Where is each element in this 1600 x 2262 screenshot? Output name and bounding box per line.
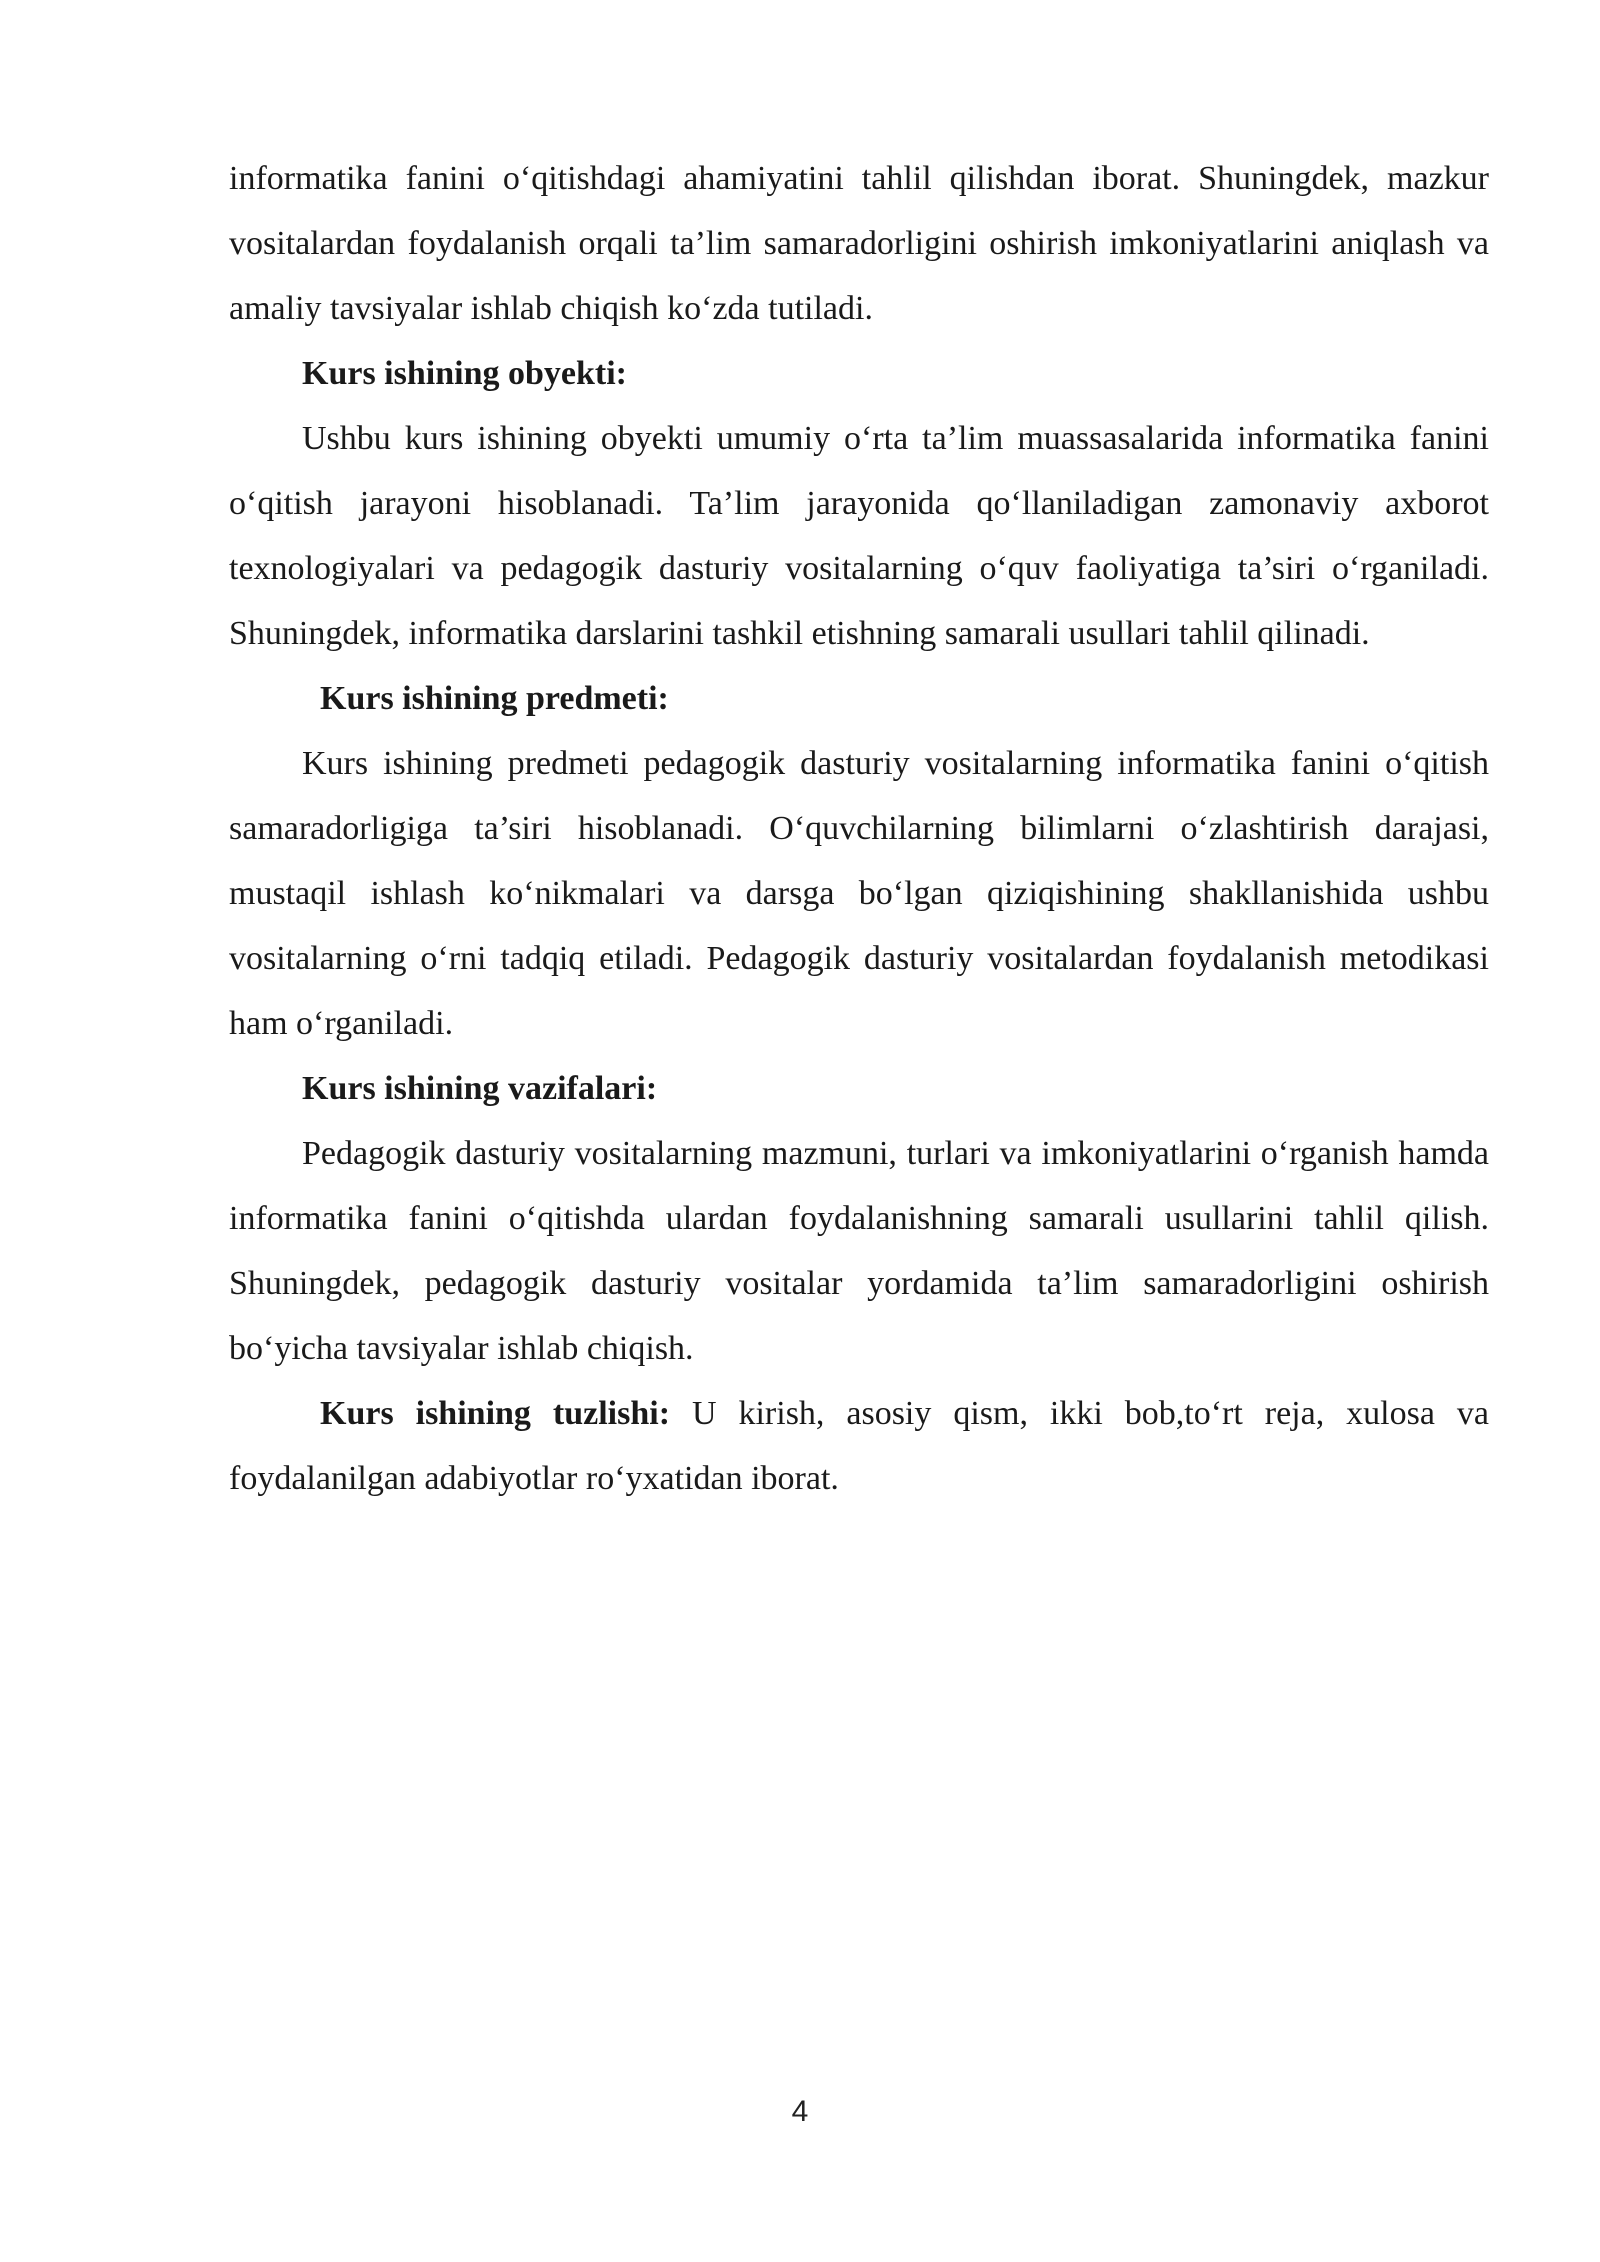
tasks-paragraph: Pedagogik dasturiy vositalarning mazmuni, turlari va imkoniyatlarini o‘rganish hamda informatika fanini o‘qitishda ulardan foydalanishning samarali usullarini tahlil qilish. Shuningdek, pedagogik dasturiy vositalar yordamida ta’lim samaradorligini oshirish bo‘yicha tavsiyalar ishlab chiqish. [229, 1135, 1489, 1367]
object-heading: Kurs ishining obyekti: [302, 355, 627, 392]
structure-heading: Kurs ishining tuzlishi: [320, 1395, 671, 1432]
tasks-heading: Kurs ishining vazifalari: [302, 1070, 658, 1107]
subject-paragraph: Kurs ishining predmeti pedagogik dasturiy vositalarning informatika fanini o‘qitish samaradorligiga ta’siri hisoblanadi. O‘quvchilarning bilimlarni o‘zlashtirish darajasi, mustaqil ishlash ko‘nikmalari va darsga bo‘lgan qiziqishining shakllanishida ushbu vositalarning o‘rni tadqiq etiladi. Pedagogik dasturiy vositalardan foydalanish metodikasi ham o‘rganiladi. [229, 745, 1489, 1042]
structure-text: U kirish, asosiy qism, ikki bob,to‘rt reja, xulosa va foydalanilgan adabiyotlar ro‘yxatidan iborat. [229, 1395, 1489, 1497]
structure-paragraph [229, 1381, 1489, 1511]
page-number: 4 [791, 2095, 809, 2128]
subject-heading: Kurs ishining predmeti: [320, 680, 669, 717]
page-body [229, 146, 1489, 1511]
intro-paragraph: informatika fanini o‘qitishdagi ahamiyatini tahlil qilishdan iborat. Shuningdek, mazkur vositalardan foydalanish orqali ta’lim samaradorligini oshirish imkoniyatlarini aniqlash va amaliy tavsiyalar ishlab chiqish ko‘zda tutiladi. [229, 160, 1489, 327]
object-paragraph: Ushbu kurs ishining obyekti umumiy o‘rta ta’lim muassasalarida informatika fanini o‘qitish jarayoni hisoblanadi. Ta’lim jarayonida qo‘llaniladigan zamonaviy axborot texnologiyalari va pedagogik dasturiy vositalarning o‘quv faoliyatiga ta’siri o‘rganiladi. Shuningdek, informatika darslarini tashkil etishning samarali usullari tahlil qilinadi. [229, 420, 1489, 652]
